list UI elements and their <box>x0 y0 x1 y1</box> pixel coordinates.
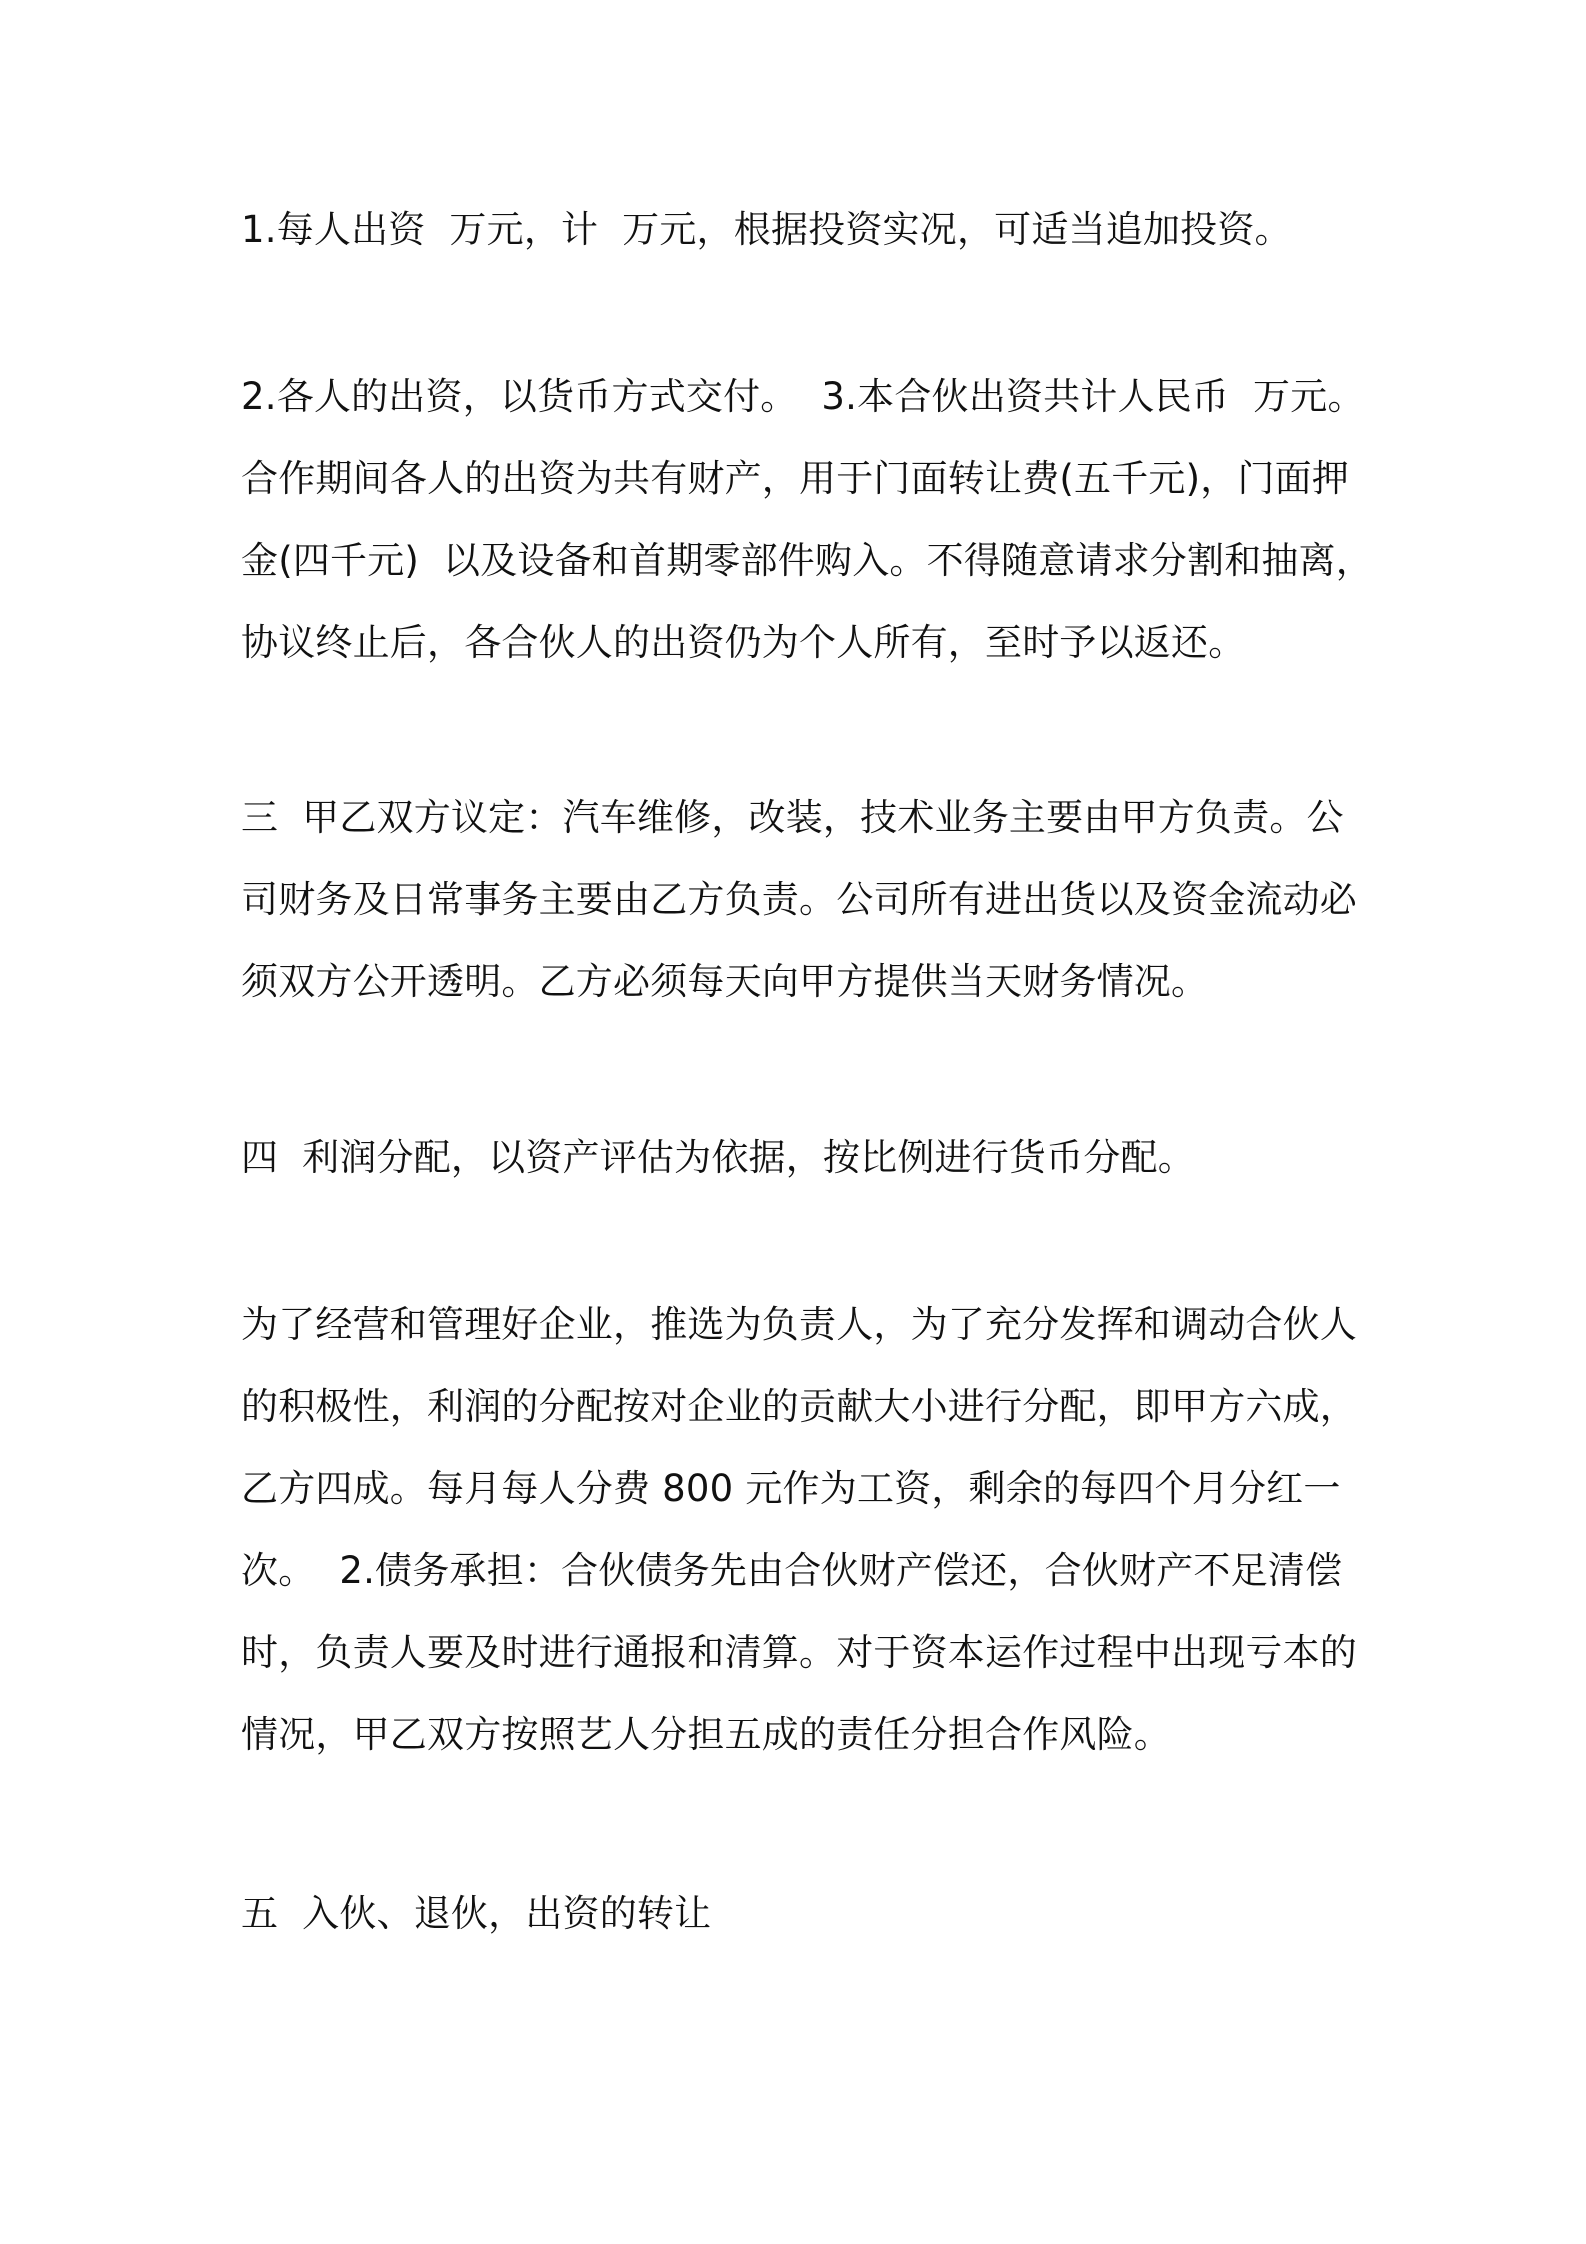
paragraph-line: 2.各人的出资，以货币方式交付。 3.本合伙出资共计人民币 万元。 <box>241 375 1365 418</box>
paragraph-section-three-responsibilities <box>241 777 1361 1023</box>
paragraph-contribution-method <box>241 356 1373 684</box>
paragraph-management-and-debt <box>241 1284 1361 1776</box>
paragraph-line: 时，负责人要及时进行通报和清算。对于资本运作过程中出现亏本的 <box>241 1631 1357 1674</box>
paragraph-line: 四 利润分配，以资产评估为依据，按比例进行货币分配。 <box>241 1136 1195 1179</box>
paragraph-line: 金(四千元) 以及设备和首期零部件购入。不得随意请求分割和抽离， <box>241 539 1373 582</box>
paragraph-line: 情况，甲乙双方按照艺人分担五成的责任分担合作风险。 <box>241 1713 1171 1756</box>
paragraph-line: 次。 2.债务承担：合伙债务先由合伙财产偿还，合伙财产不足清偿 <box>241 1549 1343 1592</box>
paragraph-line: 合作期间各人的出资为共有财产，用于门面转让费(五千元)，门面押 <box>241 457 1350 500</box>
paragraph-line: 的积极性，利润的分配按对企业的贡献大小进行分配，即甲方六成， <box>241 1385 1357 1428</box>
paragraph-section-four-profit-distribution <box>241 1117 1361 1199</box>
paragraph-line: 乙方四成。每月每人分费 800 元作为工资，剩余的每四个月分红一 <box>241 1467 1341 1510</box>
paragraph-line: 三 甲乙双方议定：汽车维修，改装，技术业务主要由甲方负责。公 <box>241 796 1344 839</box>
paragraph-line: 司财务及日常事务主要由乙方负责。公司所有进出货以及资金流动必 <box>241 878 1357 921</box>
paragraph-section-five-heading <box>241 1873 1361 1955</box>
paragraph-line: 1.每人出资 万元，计 万元，根据投资实况，可适当追加投资。 <box>241 208 1292 251</box>
paragraph-capital-contribution <box>241 189 1361 271</box>
paragraph-line: 须双方公开透明。乙方必须每天向甲方提供当天财务情况。 <box>241 960 1209 1003</box>
paragraph-line: 协议终止后，各合伙人的出资仍为个人所有，至时予以返还。 <box>241 621 1246 664</box>
paragraph-line: 五 入伙、退伙，出资的转让 <box>241 1892 712 1935</box>
paragraph-line: 为了经营和管理好企业，推选为负责人，为了充分发挥和调动合伙人 <box>241 1303 1357 1346</box>
